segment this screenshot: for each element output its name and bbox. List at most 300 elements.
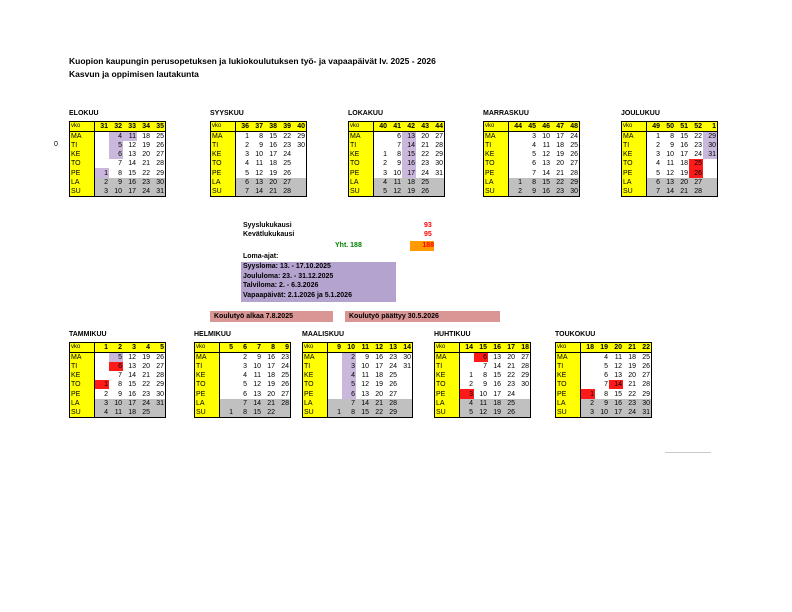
weekday-row (70, 362, 166, 371)
week-number: 35 (151, 122, 166, 132)
day-cell: 5 (245, 169, 249, 177)
day-cell: 13 (493, 354, 501, 362)
weekday-label: TI (435, 362, 460, 371)
day-cell: 24 (694, 151, 702, 159)
day-cell: 6 (532, 160, 536, 168)
month-calendar-toukokuu (555, 342, 652, 418)
day-cell (292, 150, 307, 159)
month-calendar-lokakuu (348, 121, 445, 197)
autumn-term-days: 93 (424, 222, 432, 229)
document-subtitle: Kasvun ja oppimisen lautakunta (69, 69, 199, 79)
day-cell: 7 (647, 187, 662, 197)
week-number: 17 (502, 343, 516, 353)
day-cell: 7 (234, 399, 248, 408)
weekday-row (70, 141, 166, 150)
day-cell: 3 (95, 187, 110, 197)
day-cell: 26 (502, 408, 516, 418)
weekday-label: TO (303, 380, 328, 389)
day-cell: 10 (109, 187, 123, 197)
weekday-label: TI (70, 362, 95, 371)
day-cell: 29 (384, 408, 398, 418)
weekday-row (435, 380, 531, 389)
day-cell: 8 (523, 178, 537, 187)
week-number: 14 (460, 343, 475, 353)
weekday-label: KE (622, 150, 647, 159)
day-cell: 22 (507, 372, 515, 380)
day-cell: 27 (281, 390, 289, 398)
weekday-row (70, 408, 166, 418)
day-cell: 27 (435, 133, 443, 141)
weekday-row (70, 353, 166, 363)
day-cell (703, 168, 718, 177)
day-cell: 14 (542, 169, 550, 177)
day-cell: 26 (416, 187, 430, 197)
week-label: vko (211, 122, 236, 132)
day-cell: 30 (565, 187, 580, 197)
weekday-label: SU (303, 408, 328, 418)
day-cell: 12 (361, 381, 369, 389)
weekday-row (349, 168, 445, 177)
day-cell: 29 (565, 178, 580, 187)
day-cell: 1 (95, 380, 110, 389)
day-cell: 4 (460, 399, 475, 408)
weekday-label: MA (70, 353, 95, 363)
day-cell: 4 (109, 132, 123, 142)
divider (665, 452, 711, 453)
spring-term-days: 95 (424, 231, 432, 238)
weekday-label: LA (484, 178, 509, 187)
week-number: 15 (474, 343, 488, 353)
day-cell: 14 (661, 187, 675, 197)
day-cell: 17 (267, 363, 275, 371)
weekday-row (622, 187, 718, 197)
day-cell: 31 (435, 169, 443, 177)
day-cell: 9 (523, 187, 537, 197)
weekday-label: KE (195, 371, 220, 380)
day-cell: 7 (397, 142, 401, 150)
weekday-label: MA (195, 353, 220, 363)
day-cell (95, 362, 110, 371)
weekday-label: TO (556, 380, 581, 389)
day-cell: 28 (384, 399, 398, 408)
day-cell: 14 (250, 187, 264, 197)
day-cell: 21 (675, 187, 689, 197)
day-cell: 14 (402, 141, 416, 150)
day-cell: 12 (542, 151, 550, 159)
day-cell: 23 (389, 354, 397, 362)
week-label: vko (70, 122, 95, 132)
month-name-toukokuu: TOUKOKUU (555, 331, 596, 338)
day-cell: 15 (248, 408, 262, 418)
day-cell: 25 (281, 372, 289, 380)
weekday-label: PE (622, 168, 647, 177)
week-number: 40 (292, 122, 307, 132)
day-cell: 18 (375, 372, 383, 380)
weekday-label: MA (622, 132, 647, 142)
month-name-syyskuu: SYYSKUU (210, 110, 244, 117)
day-cell: 9 (365, 354, 369, 362)
weekday-row (70, 150, 166, 159)
weekday-row (70, 380, 166, 389)
day-cell: 23 (507, 381, 515, 389)
day-cell: 8 (670, 133, 674, 141)
day-cell: 20 (628, 372, 636, 380)
day-cell: 2 (656, 142, 660, 150)
day-cell: 18 (488, 399, 502, 408)
stray-mark: 0 (54, 141, 58, 148)
day-cell: 3 (532, 133, 536, 141)
total-days: 188 (410, 241, 434, 251)
weekday-row (556, 399, 652, 408)
week-number: 4 (137, 343, 151, 353)
day-cell: 28 (570, 169, 578, 177)
day-cell: 2 (383, 160, 387, 168)
week-number: 18 (516, 343, 531, 353)
day-cell: 8 (483, 372, 487, 380)
day-cell: 2 (469, 381, 473, 389)
day-cell: 20 (142, 363, 150, 371)
day-cell: 22 (262, 408, 276, 418)
weekday-row (211, 187, 307, 197)
day-cell: 22 (283, 133, 291, 141)
weekday-label: PE (211, 168, 236, 177)
christmas-break: Joululoma: 23. - 31.12.2025 (243, 272, 334, 280)
week-number: 12 (370, 343, 384, 353)
day-cell (220, 371, 235, 380)
day-cell (581, 362, 596, 371)
weekday-row (70, 132, 166, 142)
week-number: 49 (647, 122, 662, 132)
week-number: 21 (623, 343, 637, 353)
month-calendar-marraskuu (483, 121, 580, 197)
day-cell: 25 (502, 399, 516, 408)
weekday-row (556, 389, 652, 398)
school-start-banner: Koulutyö alkaa 7.8.2025 (210, 311, 333, 322)
day-cell: 22 (551, 178, 565, 187)
day-cell: 28 (156, 160, 164, 168)
day-cell: 3 (95, 399, 110, 408)
weekday-label: TI (70, 141, 95, 150)
weekday-row (484, 132, 580, 142)
day-cell: 15 (680, 133, 688, 141)
week-number-row (556, 343, 652, 353)
day-cell: 31 (403, 363, 411, 371)
day-cell: 6 (236, 178, 251, 187)
month-calendar-elokuu (69, 121, 166, 197)
day-cell: 21 (262, 399, 276, 408)
day-cell: 23 (694, 142, 702, 150)
day-cell (374, 132, 389, 142)
day-cell: 19 (142, 142, 150, 150)
day-cell: 1 (220, 408, 235, 418)
weekday-label: MA (484, 132, 509, 142)
day-cell: 24 (137, 399, 151, 408)
weekday-row (195, 380, 291, 389)
day-cell: 2 (342, 353, 356, 363)
weekday-row (195, 353, 291, 363)
day-cell: 26 (281, 381, 289, 389)
day-cell: 3 (342, 362, 356, 371)
month-name-marraskuu: MARRASKUU (483, 110, 529, 117)
month-calendar-maaliskuu (302, 342, 413, 418)
weekday-label: LA (195, 399, 220, 408)
day-cell: 16 (269, 142, 277, 150)
day-cell: 13 (661, 178, 675, 187)
day-cell: 21 (370, 399, 384, 408)
day-cell: 16 (123, 178, 137, 187)
day-cell: 7 (483, 363, 487, 371)
day-cell: 4 (656, 160, 660, 168)
day-cell: 17 (123, 187, 137, 197)
day-cell (328, 353, 343, 363)
day-cell (509, 141, 524, 150)
total-label: Yht. 188 (335, 242, 362, 249)
weekday-row (349, 159, 445, 168)
day-cell: 14 (248, 399, 262, 408)
day-cell (328, 362, 343, 371)
weekday-label: SU (484, 187, 509, 197)
day-cell: 26 (642, 363, 650, 371)
weekday-row (70, 168, 166, 177)
day-cell: 11 (109, 408, 123, 418)
weekday-label: TO (484, 159, 509, 168)
week-number: 5 (220, 343, 235, 353)
day-cell: 18 (267, 372, 275, 380)
month-name-tammikuu: TAMMIKUU (69, 331, 107, 338)
week-number: 19 (595, 343, 609, 353)
day-cell: 24 (507, 390, 515, 398)
day-cell: 20 (556, 160, 564, 168)
day-cell (430, 178, 445, 187)
day-cell: 2 (509, 187, 524, 197)
weekday-label: PE (484, 168, 509, 177)
day-cell: 19 (267, 381, 275, 389)
day-cell: 3 (581, 408, 596, 418)
day-cell: 30 (156, 390, 164, 398)
weekday-row (556, 380, 652, 389)
weekday-row (435, 389, 531, 398)
week-label: vko (70, 343, 95, 353)
month-calendar-tammikuu (69, 342, 166, 418)
day-cell: 24 (137, 187, 151, 197)
week-number: 44 (430, 122, 445, 132)
day-cell: 5 (460, 408, 475, 418)
day-cell: 26 (156, 142, 164, 150)
school-end-banner: Koulutyö päättyy 30.5.2026 (345, 311, 500, 322)
day-cell: 28 (435, 142, 443, 150)
day-cell: 30 (637, 399, 652, 408)
day-cell: 5 (374, 187, 389, 197)
month-name-lokakuu: LOKAKUU (348, 110, 383, 117)
weekday-label: KE (556, 371, 581, 380)
day-cell: 26 (283, 169, 291, 177)
day-cell: 16 (375, 354, 383, 362)
day-cell: 22 (142, 381, 150, 389)
week-number: 34 (137, 122, 151, 132)
day-cell (398, 389, 413, 398)
day-cell: 7 (532, 169, 536, 177)
weekday-label: LA (211, 178, 236, 187)
day-cell: 17 (269, 151, 277, 159)
day-cell (276, 408, 291, 418)
week-label: vko (303, 343, 328, 353)
weekday-label: TO (211, 159, 236, 168)
day-cell: 24 (283, 151, 291, 159)
day-cell: 9 (257, 354, 261, 362)
weekday-row (622, 159, 718, 168)
weekday-label: LA (70, 399, 95, 408)
weekday-label: PE (70, 168, 95, 177)
day-cell: 5 (109, 353, 123, 363)
weekday-label: MA (349, 132, 374, 142)
week-number: 52 (689, 122, 703, 132)
weekday-label: MA (70, 132, 95, 142)
day-cell: 30 (151, 178, 166, 187)
day-cell: 19 (375, 381, 383, 389)
day-cell: 6 (604, 372, 608, 380)
weekday-label: TI (211, 141, 236, 150)
day-cell: 17 (680, 151, 688, 159)
month-calendar-huhtikuu (434, 342, 531, 418)
week-number-row (484, 122, 580, 132)
day-cell: 22 (370, 408, 384, 418)
day-cell: 8 (397, 151, 401, 159)
weekday-label: SU (211, 187, 236, 197)
day-cell (398, 380, 413, 389)
day-cell: 17 (402, 168, 416, 177)
day-cell: 14 (356, 399, 370, 408)
weekday-row (211, 168, 307, 177)
weekday-label: SU (70, 408, 95, 418)
week-number: 8 (262, 343, 276, 353)
day-cell (292, 168, 307, 177)
weekday-label: PE (556, 389, 581, 398)
weekday-row (349, 178, 445, 187)
day-cell: 31 (151, 187, 166, 197)
day-cell: 15 (269, 133, 277, 141)
day-cell: 18 (269, 160, 277, 168)
day-cell: 1 (656, 133, 660, 141)
day-cell: 31 (703, 150, 718, 159)
weekday-label: TI (303, 362, 328, 371)
day-cell: 7 (342, 399, 356, 408)
day-cell: 18 (680, 160, 688, 168)
day-cell: 19 (402, 187, 416, 197)
weekday-row (70, 187, 166, 197)
day-cell: 26 (389, 381, 397, 389)
day-cell: 28 (276, 399, 291, 408)
weekday-row (195, 389, 291, 398)
day-cell: 28 (278, 187, 292, 197)
month-name-helmikuu: HELMIKUU (194, 331, 231, 338)
autumn-break: Syysloma: 13. - 17.10.2025 (243, 263, 331, 270)
day-cell: 16 (680, 142, 688, 150)
weekday-row (349, 187, 445, 197)
week-number: 43 (416, 122, 430, 132)
day-cell: 25 (389, 372, 397, 380)
week-number: 1 (95, 343, 110, 353)
day-cell: 2 (243, 354, 247, 362)
week-number-row (435, 343, 531, 353)
day-cell: 10 (393, 169, 401, 177)
day-cell: 6 (109, 362, 123, 371)
week-number: 22 (637, 343, 652, 353)
day-cell: 20 (142, 151, 150, 159)
weekday-row (195, 399, 291, 408)
day-cell: 24 (421, 169, 429, 177)
day-cell: 30 (435, 160, 443, 168)
week-number: 39 (278, 122, 292, 132)
day-cell: 11 (542, 142, 550, 150)
day-cell: 10 (361, 363, 369, 371)
weekday-label: TO (622, 159, 647, 168)
day-cell: 28 (689, 187, 703, 197)
day-cell: 31 (637, 408, 652, 418)
day-cell: 14 (609, 380, 623, 389)
day-cell: 24 (389, 363, 397, 371)
day-cell (328, 371, 343, 380)
day-cell: 15 (128, 381, 136, 389)
weekday-label: PE (349, 168, 374, 177)
day-cell: 25 (570, 142, 578, 150)
weekday-label: LA (435, 399, 460, 408)
day-cell: 25 (689, 159, 703, 168)
weekday-label: KE (70, 371, 95, 380)
day-cell: 27 (278, 178, 292, 187)
day-cell: 30 (521, 381, 529, 389)
weekday-label: MA (211, 132, 236, 142)
week-number: 38 (264, 122, 278, 132)
day-cell (516, 399, 531, 408)
day-cell: 27 (570, 160, 578, 168)
spring-term-label: Kevätlukukausi (243, 231, 295, 238)
day-cell: 14 (128, 160, 136, 168)
day-cell: 13 (250, 178, 264, 187)
day-cell: 11 (255, 160, 263, 168)
weekday-row (211, 150, 307, 159)
day-cell: 29 (156, 169, 164, 177)
weekday-label: SU (435, 408, 460, 418)
weekday-row (484, 168, 580, 177)
weekday-label: KE (211, 150, 236, 159)
day-cell: 26 (689, 168, 703, 177)
day-cell: 18 (142, 133, 150, 141)
weekday-row (70, 371, 166, 380)
week-number: 11 (356, 343, 370, 353)
day-cell: 1 (469, 372, 473, 380)
day-cell: 4 (245, 160, 249, 168)
day-cell: 10 (595, 408, 609, 418)
day-cell: 22 (694, 133, 702, 141)
day-cell: 30 (297, 142, 305, 150)
day-cell: 21 (556, 169, 564, 177)
day-cell: 5 (342, 380, 356, 389)
day-cell: 5 (243, 381, 247, 389)
week-number: 41 (388, 122, 402, 132)
day-cell: 29 (297, 133, 305, 141)
day-cell (220, 380, 235, 389)
weekday-row (303, 399, 413, 408)
day-cell: 1 (509, 178, 524, 187)
day-cell: 11 (253, 372, 261, 380)
day-cell: 15 (614, 390, 622, 398)
day-cell (509, 132, 524, 142)
day-cell: 6 (647, 178, 662, 187)
day-cell: 14 (128, 372, 136, 380)
day-cell: 16 (537, 187, 551, 197)
month-name-maaliskuu: MAALISKUU (302, 331, 344, 338)
day-cell: 3 (245, 151, 249, 159)
